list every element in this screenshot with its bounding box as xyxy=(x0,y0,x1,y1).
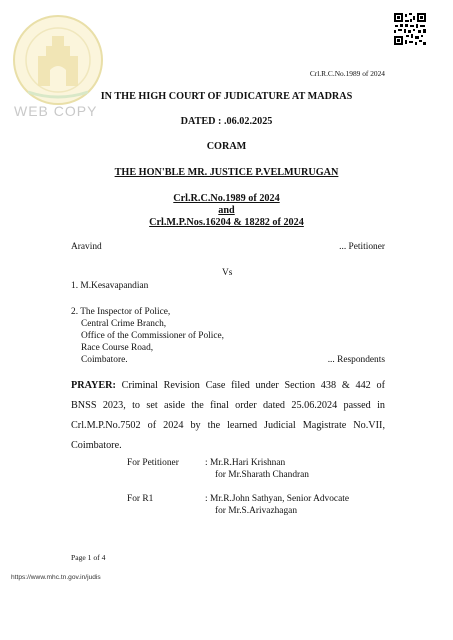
prayer-line-1 xyxy=(71,380,385,391)
page-number: Page 1 of 4 xyxy=(71,553,106,562)
counsel-petitioner-for: for Mr.Sharath Chandran xyxy=(215,470,309,480)
counsel-petitioner-name: : Mr.R.Hari Krishnan xyxy=(205,458,286,468)
petitioner-name: Aravind xyxy=(71,242,102,252)
watermark-text: WEB COPY xyxy=(14,103,98,119)
case-reference: Crl.R.C.No.1989 of 2024 xyxy=(309,69,385,78)
counsel-r1-for: for Mr.S.Arivazhagan xyxy=(215,506,298,516)
petitioner-role: ... Petitioner xyxy=(339,242,385,252)
counsel-petitioner-label: For Petitioner xyxy=(127,458,179,468)
order-date: DATED : .06.02.2025 xyxy=(180,116,273,127)
court-heading: IN THE HIGH COURT OF JUDICATURE AT MADRAS xyxy=(100,91,353,102)
respondent-2-line-5: Coimbatore. xyxy=(81,355,128,365)
counsel-r1-label: For R1 xyxy=(127,494,154,504)
source-url[interactable]: https://www.mhc.tn.gov.in/judis xyxy=(11,574,101,581)
counsel-r1-name: : Mr.R.John Sathyan, Senior Advocate xyxy=(205,494,349,504)
prayer-line-4: Coimbatore. xyxy=(71,440,122,451)
prayer-line-3: Crl.M.P.No.7502 of 2024 by the learned Judicial Magistrate No.VII, xyxy=(71,420,385,431)
petition-numbers: Crl.M.P.Nos.16204 & 18282 of 2024 xyxy=(149,217,304,228)
respondent-1: 1. M.Kesavapandian xyxy=(71,281,149,291)
qr-code xyxy=(393,12,427,46)
versus-label: Vs xyxy=(222,268,233,278)
case-number: Crl.R.C.No.1989 of 2024 xyxy=(173,193,280,204)
respondent-2-line-4: Race Course Road, xyxy=(81,343,154,353)
judge-name: THE HON'BLE MR. JUSTICE P.VELMURUGAN xyxy=(114,167,339,178)
respondent-2-line-3: Office of the Commissioner of Police, xyxy=(81,331,225,341)
coram-heading: CORAM xyxy=(206,141,247,152)
and-connector: and xyxy=(218,205,235,216)
respondent-2-line-1: 2. The Inspector of Police, xyxy=(71,307,171,317)
prayer-label: PRAYER: xyxy=(71,380,116,391)
respondents-role: ... Respondents xyxy=(327,355,385,365)
prayer-text-1: Criminal Revision Case filed under Section 438 & 442 of xyxy=(121,380,386,391)
respondent-2-line-2: Central Crime Branch, xyxy=(81,319,167,329)
prayer-line-2: BNSS 2023, to set aside the final order dated 25.06.2024 passed in xyxy=(71,400,385,411)
